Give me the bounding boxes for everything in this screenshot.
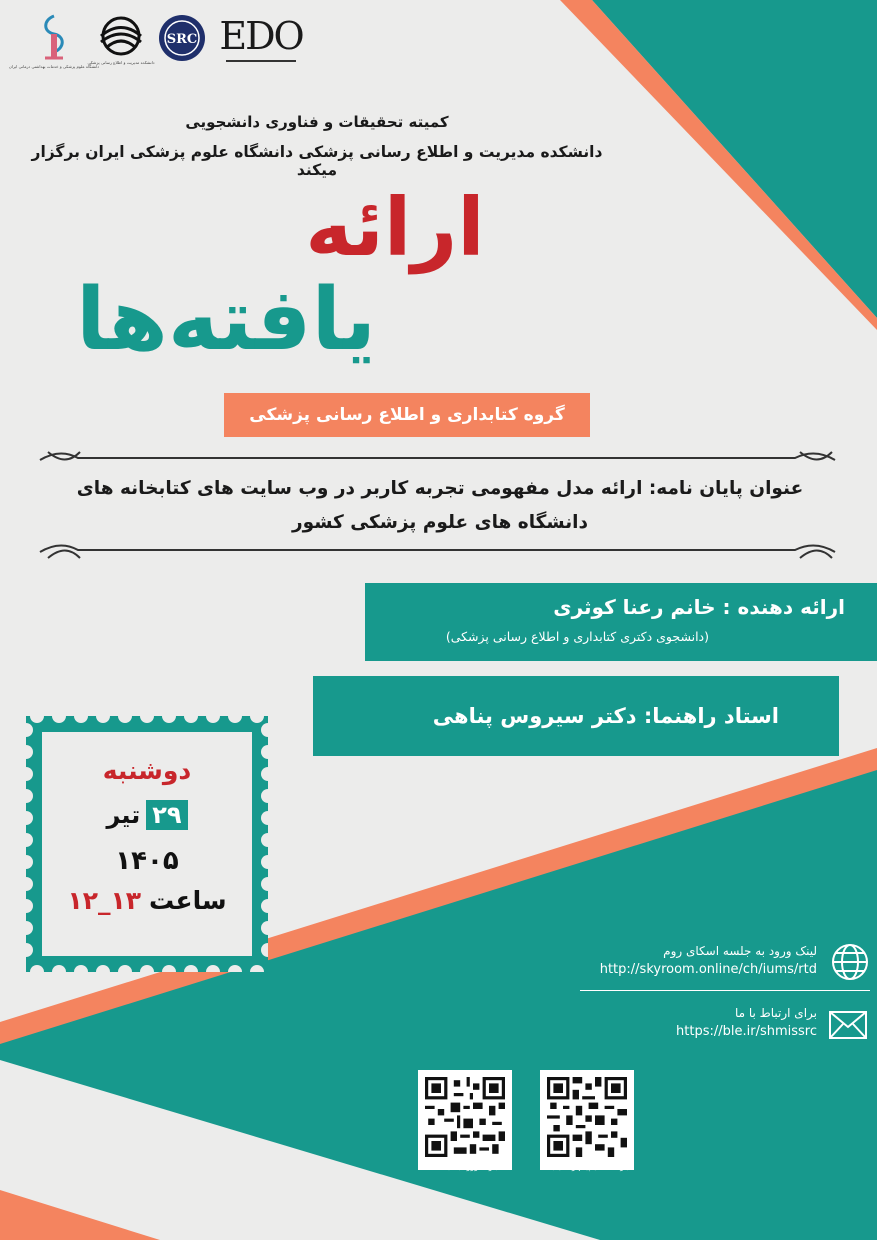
date-weekday: دوشنبه	[102, 756, 192, 785]
bale-label: برای ارتباط با ما	[734, 1006, 817, 1020]
mail-icon	[828, 1010, 868, 1040]
skyroom-contact	[600, 944, 817, 977]
svg-text:SRC: SRC	[166, 32, 198, 47]
src-seal-icon	[158, 14, 206, 62]
date-time	[26, 886, 268, 915]
qr-code-icon	[425, 1077, 505, 1157]
shmis-logo: دانشکده مدیریت و اطلاع رسانی پزشکی	[90, 14, 152, 78]
src-logo	[157, 14, 207, 78]
thesis-title-line2: دانشگاه های علوم پزشکی کشور	[291, 512, 589, 533]
qr-session-caption: بارکد ورود به جلسه	[432, 1162, 498, 1171]
presenter-note: (دانشجوی دکتری کتابداری و اطلاع رسانی پزشکی)	[445, 629, 709, 644]
presenter-box	[365, 583, 877, 661]
contact-divider	[580, 990, 870, 991]
department-badge: گروه کتابداری و اطلاع رسانی پزشکی	[224, 393, 590, 437]
qr-code-icon	[547, 1077, 627, 1157]
qr-code-bale[interactable]	[540, 1070, 634, 1170]
qr-code-session[interactable]	[418, 1070, 512, 1170]
advisor-name: استاد راهنما: دکتر سیروس پناهی	[432, 704, 779, 728]
qr-bale-caption: بارکد کانال پیام رسان بله	[545, 1162, 629, 1171]
time-range: ۱۳_۱۲	[67, 886, 142, 915]
iums-logo: دانشگاه علوم پزشکی و خدمات بهداشتی درمانی ایران	[24, 14, 84, 78]
date-month: تیر	[106, 801, 141, 829]
date-year: ۱۴۰۵	[115, 846, 179, 876]
globe-icon	[830, 942, 870, 982]
presenter-name: ارائه دهنده : خانم رعنا کوثری	[553, 595, 845, 619]
bale-link[interactable]: https://ble.ir/shmissrc	[676, 1024, 817, 1039]
skyroom-label: لینک ورود به جلسه اسکای روم	[663, 944, 817, 958]
shmis-emblem-icon	[96, 14, 146, 58]
faculty-organizer: دانشکده مدیریت و اطلاع رسانی پزشکی دانشگاه علوم پزشکی ایران برگزار میکند	[31, 143, 603, 179]
edo-underline-icon	[226, 58, 296, 64]
iums-emblem-icon	[37, 14, 71, 62]
date-day-number: ۲۹	[146, 800, 187, 830]
date-day-month	[26, 800, 268, 830]
title-findings: یافته‌ها	[75, 270, 377, 370]
skyroom-link[interactable]: http://skyroom.online/ch/iums/rtd	[599, 962, 817, 977]
title-presentation: ارائه	[305, 181, 485, 274]
edo-logo: EDO	[222, 14, 300, 78]
thesis-title-line1: عنوان پایان نامه: ارائه مدل مفهومی تجربه کاربر در وب سایت های کتابخانه های	[76, 478, 804, 499]
advisor-box	[313, 676, 839, 756]
bale-contact	[676, 1006, 817, 1039]
time-label: ساعت	[149, 886, 227, 915]
committee-name: کمیته تحقیقات و فناوری دانشجویی	[185, 113, 449, 131]
date-stamp-frame	[26, 716, 268, 972]
